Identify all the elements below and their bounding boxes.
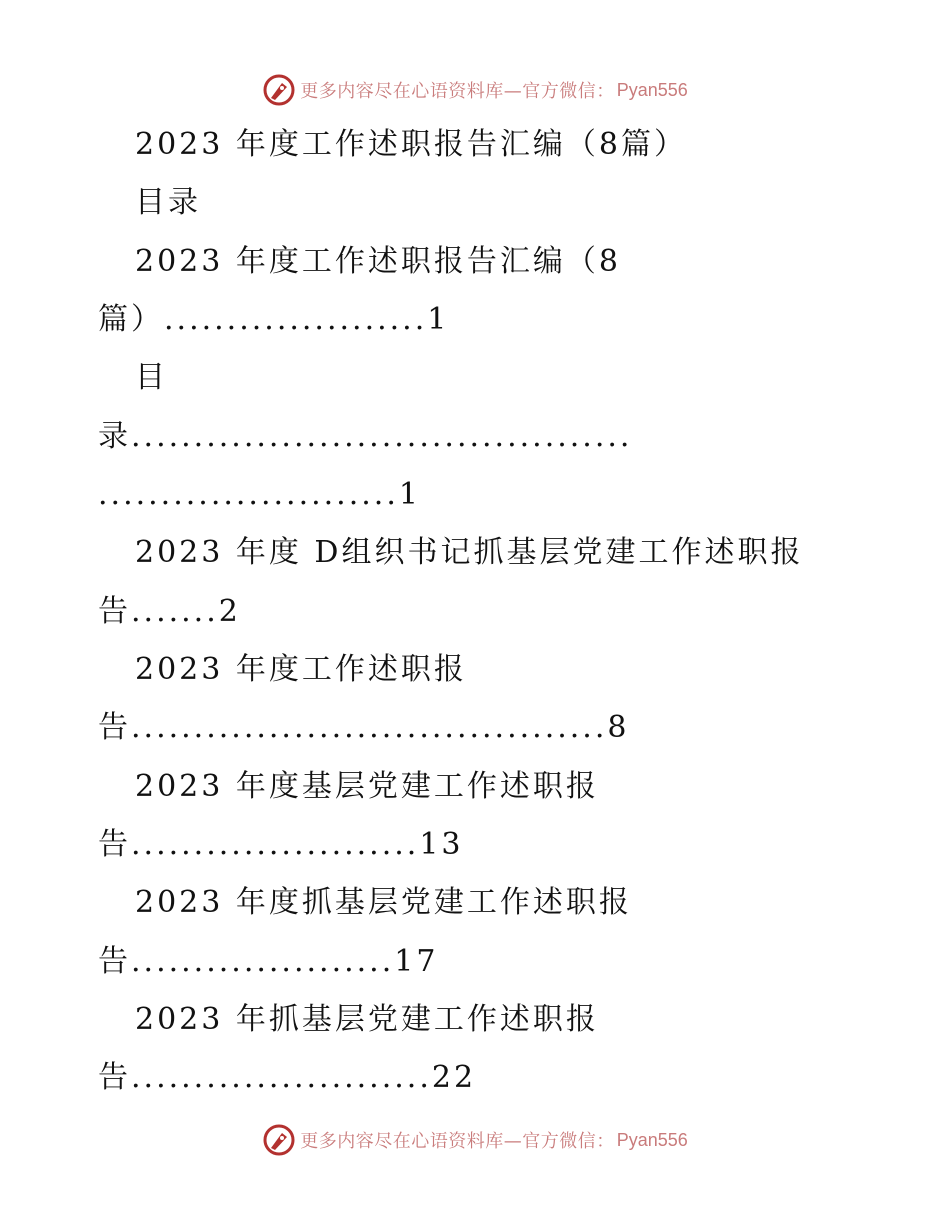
toc-entry: 2023 年抓基层党建工作述职报 — [135, 1002, 599, 1037]
toc-entry-page: ........................1 — [98, 477, 421, 512]
toc-entry: 2023 年度工作述职报 — [135, 652, 467, 687]
toc-entry: 2023 年度 D组织书记抓基层党建工作述职报 — [135, 535, 804, 570]
toc-entry-page: 录........................................ — [98, 419, 633, 454]
toc-entry: 2023 年度基层党建工作述职报 — [135, 769, 599, 804]
toc-entry-page: 篇）.....................1 — [98, 302, 450, 337]
watermark-header — [0, 70, 950, 110]
pen-nib-circle-icon — [262, 1123, 296, 1157]
watermark-text: 更多内容尽在心语资料库—官方微信： — [300, 1131, 615, 1152]
toc-entry: 目 — [135, 360, 168, 395]
toc-heading: 目录 — [135, 185, 201, 220]
toc-entry-page: 告.....................17 — [98, 944, 439, 979]
watermark-wechat-id: Pyan556 — [616, 79, 688, 100]
watermark-footer — [0, 1120, 950, 1160]
toc-entry-page: 告........................22 — [98, 1060, 477, 1095]
toc-entry-page: 告.......2 — [98, 594, 241, 629]
watermark-wechat-id: Pyan556 — [616, 1129, 688, 1150]
toc-entry: 2023 年度抓基层党建工作述职报 — [135, 885, 632, 920]
toc-entry-page: 告......................................8 — [98, 710, 630, 745]
watermark-text: 更多内容尽在心语资料库—官方微信： — [300, 81, 615, 102]
toc-entry-page: 告.......................13 — [98, 827, 464, 862]
pen-nib-circle-icon — [262, 73, 296, 107]
toc-entry: 2023 年度工作述职报告汇编（8 — [135, 244, 621, 279]
document-title: 2023 年度工作述职报告汇编（8篇） — [135, 127, 687, 162]
